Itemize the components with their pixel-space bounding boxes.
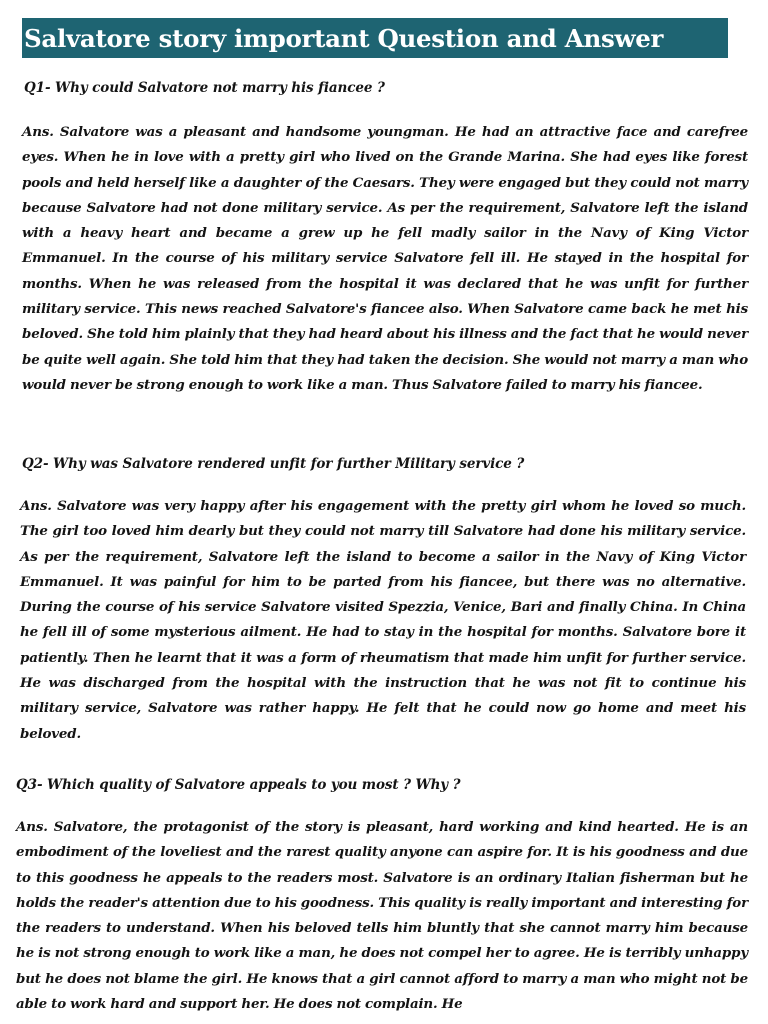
question-1: Q1- Why could Salvatore not marry his fiancee ? (24, 80, 385, 96)
answer-1: Ans. Salvatore was a pleasant and handsome youngman. He had an attractive face and carefree eyes. When he in love with a pretty girl who lived on the Grande Marina. She had eyes like forest pools and held herself like a daughter of the Caesars. They were engaged but they could not marry because Salvatore had not done military service. As per the requirement, Salvatore left the island with a heavy heart and became a grew up he fell madly sailor in the Navy of King Victor Emmanuel. In the course of his military service Salvatore fell ill. He stayed in the hospital for months. When he was released from the hospital it was declared that he was unfit for further military service. This news reached Salvatore's fiancee also. When Salvatore came back he met his beloved. She told him plainly that they had heard about his illness and the fact that he would never be quite well again. She told him that they had taken the decision. She would not marry a man who would never be strong enough to work like a man. Thus Salvatore failed to marry his fiancee. (22, 124, 748, 393)
answer-3: Ans. Salvatore, the protagonist of the story is pleasant, hard working and kind hearted. He is an embodiment of the loveliest and the rarest quality anyone can aspire for. It is his goodness and due to this goodness he appeals to the readers most. Salvatore is an ordinary Italian fisherman but he holds the reader's attention due to his goodness. This quality is really important and interesting for the readers to understand. When his beloved tells him bluntly that she cannot marry him because he is not strong enough to work like a man, he does not compel her to agree. He is terribly unhappy but he does not blame the girl. He knows that a girl cannot afford to marry a man who might not be able to work hard and support her. He does not complain. He (16, 819, 748, 1013)
question-3: Q3- Which quality of Salvatore appeals to you most ? Why ? (16, 777, 461, 793)
page-title: Salvatore story important Question and Answer (24, 23, 664, 53)
answer-2: Ans. Salvatore was very happy after his engagement with the pretty girl whom he loved so much. The girl too loved him dearly but they could not marry till Salvatore had done his military service. As per the requirement, Salvatore left the island to become a sailor in the Navy of King Victor Emmanuel. It was painful for him to be parted from his fiancee, but there was no alternative. During the course of his service Salvatore visited Spezzia, Venice, Bari and finally China. In China he fell ill of some mysterious ailment. He had to stay in the hospital for months. Salvatore bore it patiently. Then he learnt that it was a form of rheumatism that made him unfit for further service. He was discharged from the hospital with the instruction that he was not fit to continue his military service, Salvatore was rather happy. He felt that he could now go home and meet his beloved. (20, 498, 746, 742)
question-2: Q2- Why was Salvatore rendered unfit for further Military service ? (22, 456, 525, 472)
title-banner (22, 18, 728, 58)
